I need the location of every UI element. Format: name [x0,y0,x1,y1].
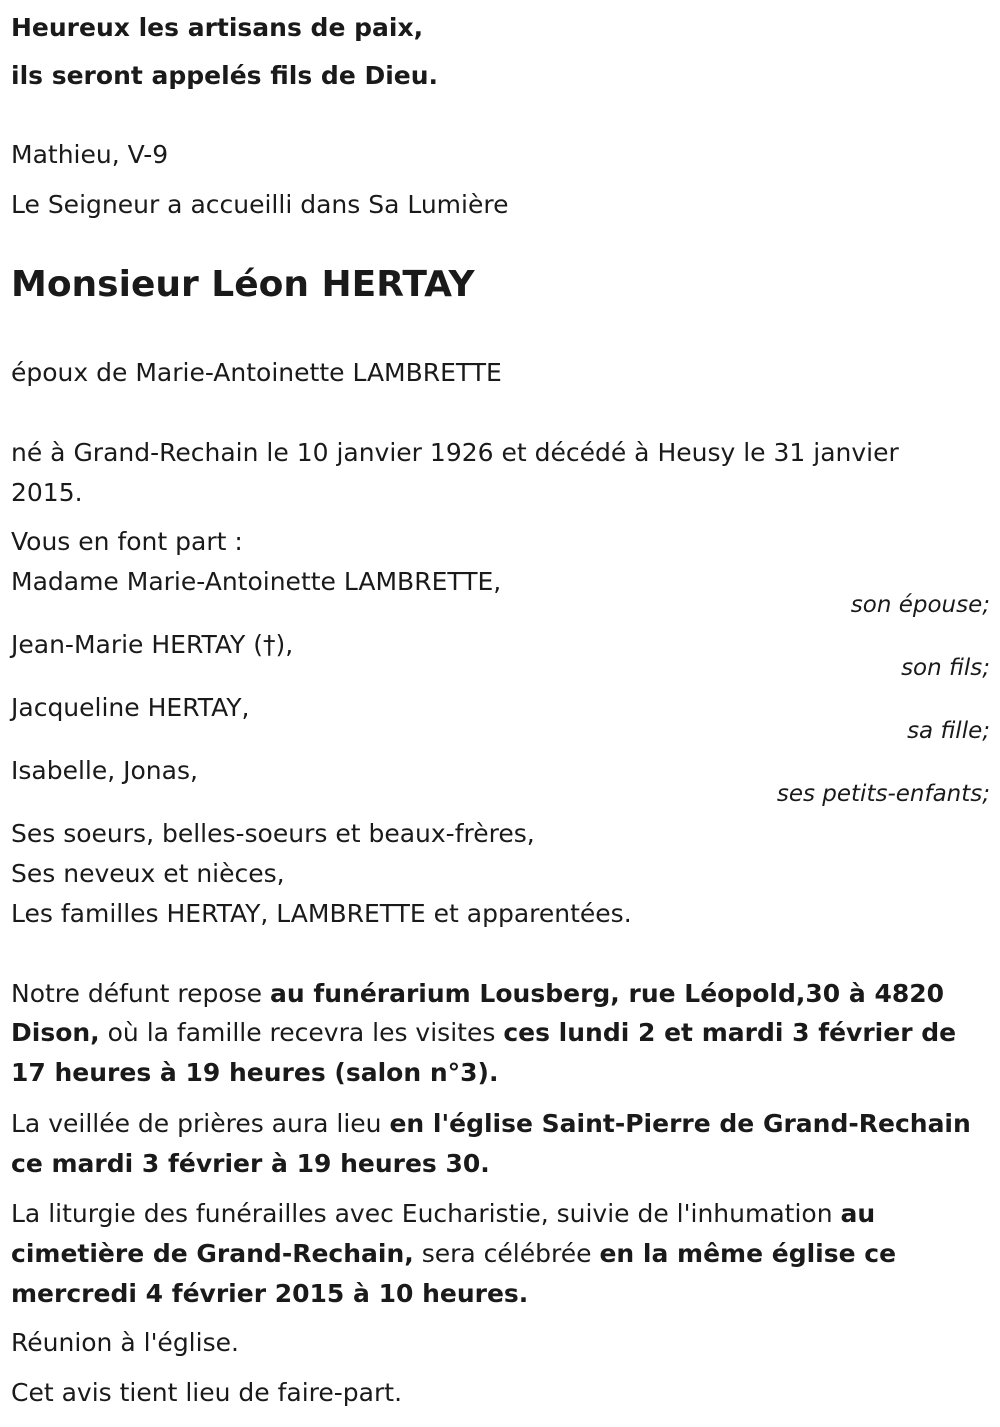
family-member-name: Jean-Marie HERTAY (†), [11,630,294,659]
bible-reference: Mathieu, V-9 [11,140,169,169]
visitation-line-2 [11,1013,956,1053]
funeral-church: en la même église ce [599,1239,897,1268]
funeral-place-start: au [840,1199,876,1228]
funeral-text: sera célébrée [413,1239,600,1268]
family-member-role: sa fille; [907,718,990,744]
visitation-text: Notre défunt repose [11,979,270,1008]
vigil-text: La veillée de prières aura lieu [11,1109,390,1138]
family-member-name: Jacqueline HERTAY, [11,693,250,722]
visitation-place: au funérarium Lousberg, rue Léopold,30 à 4820 [269,979,945,1008]
vigil-line-1 [11,1104,971,1144]
spouse-line: époux de Marie-Antoinette LAMBRETTE [11,358,502,387]
funeral-line-2 [11,1234,896,1274]
funeral-text: La liturgie des funérailles avec Eucharistie, suivie de l'inhumation [11,1199,841,1228]
funeral-date: mercredi 4 février 2015 à 10 heures. [11,1279,529,1308]
visitation-hours: 17 heures à 19 heures (salon n°3). [11,1058,499,1087]
other-family-line: Ses neveux et nièces, [11,859,285,888]
family-member-name: Isabelle, Jonas, [11,756,198,785]
intro-text: Le Seigneur a accueilli dans Sa Lumière [11,190,509,219]
family-member-role: ses petits-enfants; [776,781,990,807]
visitation-dates: ces lundi 2 et mardi 3 février de [503,1018,957,1047]
birth-death-line-1: né à Grand-Rechain le 10 janvier 1926 et décédé à Heusy le 31 janvier [11,438,899,467]
family-member-name: Madame Marie-Antoinette LAMBRETTE, [11,567,502,596]
visitation-line-1 [11,974,944,1014]
visitation-text: où la famille recevra les visites [99,1018,504,1047]
vigil-place: en l'église Saint-Pierre de Grand-Rechain [389,1109,971,1138]
family-member-role: son épouse; [850,592,990,618]
vigil-time: ce mardi 3 février à 19 heures 30. [11,1149,490,1178]
quote-line-2: ils seront appelés fils de Dieu. [11,61,439,90]
closing-note: Cet avis tient lieu de faire-part. [11,1378,403,1407]
announcers-intro: Vous en font part : [11,527,243,556]
meeting-note: Réunion à l'église. [11,1328,239,1357]
deceased-name: Monsieur Léon HERTAY [11,264,475,305]
other-family-line: Les familles HERTAY, LAMBRETTE et apparentées. [11,899,632,928]
funeral-line-1 [11,1194,875,1234]
family-member-role: son fils; [901,655,990,681]
birth-death-line-2: 2015. [11,478,83,507]
funeral-cemetery: cimetière de Grand-Rechain, [11,1239,414,1268]
other-family-line: Ses soeurs, belles-soeurs et beaux-frères, [11,819,535,848]
quote-line-1: Heureux les artisans de paix, [11,13,424,42]
visitation-town: Dison, [11,1018,100,1047]
